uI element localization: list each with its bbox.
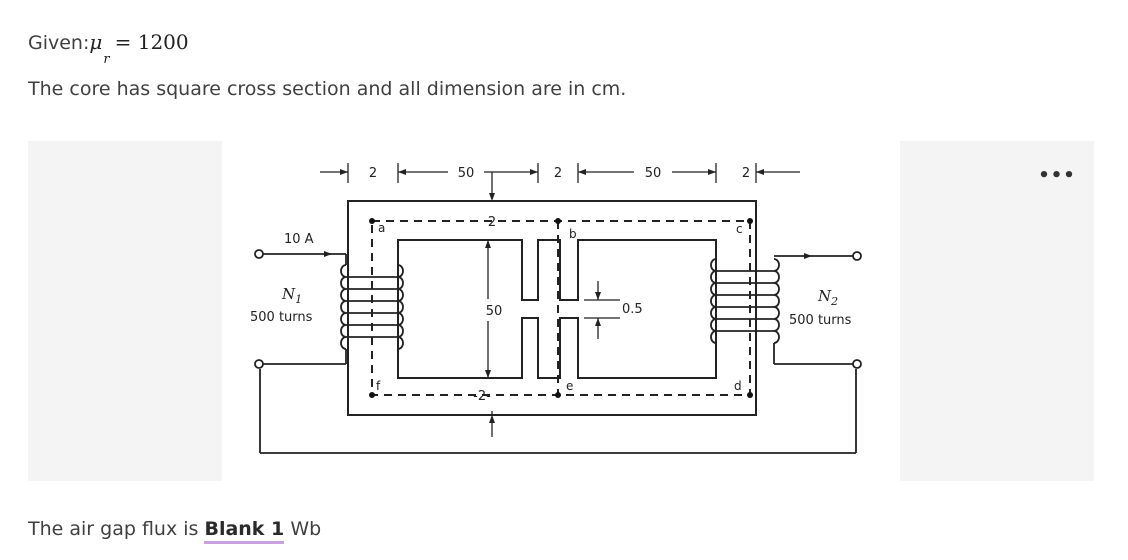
dim-left-window: 50: [457, 166, 475, 181]
node-label-c: c: [736, 222, 743, 236]
node-label-b: b: [569, 227, 577, 241]
core-outline: [348, 201, 756, 415]
question-prefix: The air gap flux is: [28, 518, 205, 540]
coil1-label: $N_1$: [282, 285, 303, 306]
given-equation: [89, 30, 189, 67]
coil1-turns: 500 turns: [250, 310, 313, 325]
terminal-4: [853, 360, 861, 368]
air-gap-label: 0.5: [622, 302, 643, 317]
figure-right-padding: [900, 141, 1094, 481]
question-unit: Wb: [284, 518, 322, 540]
current-arrow: [324, 251, 332, 257]
node-label-f: f: [376, 379, 381, 393]
dim-left-leg: 2: [368, 166, 378, 181]
more-options-button[interactable]: [1040, 164, 1074, 186]
blank-1-dropzone[interactable]: Blank 1: [204, 518, 284, 544]
core-description: The core has square cross section and all dimension are in cm.: [28, 78, 627, 100]
window-height-label: 50: [485, 304, 503, 319]
given-line: [28, 30, 189, 67]
dim-right-window: 50: [644, 166, 662, 181]
bottom-yoke-thickness: -2-: [473, 389, 491, 404]
node-f: [369, 392, 375, 398]
node-d: [747, 392, 753, 398]
current-label: 10 A: [284, 232, 314, 247]
mu-symbol: μ: [89, 30, 103, 54]
coil2-turns: 500 turns: [789, 313, 852, 328]
node-label-d: d: [734, 379, 742, 393]
circuit-diagram: [222, 141, 900, 481]
output-arrow: [804, 253, 812, 259]
node-e: [555, 392, 561, 398]
right-coil: [711, 259, 779, 343]
dim-right-leg: 2: [741, 166, 751, 181]
ellipsis-icon: •••: [1038, 164, 1076, 186]
magnetic-circuit-figure: [222, 141, 900, 481]
gap-dimension: [584, 281, 620, 339]
core-outer-edge: [348, 201, 756, 415]
question-line: [28, 518, 321, 540]
terminal-2: [255, 360, 263, 368]
node-b: [555, 218, 561, 224]
mu-subscript: r: [103, 52, 110, 67]
given-prefix: Given:: [28, 32, 90, 54]
coil2-label: $N_2$: [818, 287, 839, 308]
top-dimension-labels: [369, 166, 750, 181]
node-label-e: e: [566, 379, 574, 393]
figure-left-padding: [28, 141, 222, 481]
node-a: [369, 218, 375, 224]
dim-center-leg: 2: [553, 166, 563, 181]
terminal-1: [255, 250, 263, 258]
terminal-3: [853, 252, 861, 260]
given-value: = 1200: [114, 30, 189, 54]
node-c: [747, 218, 753, 224]
node-label-a: a: [378, 221, 386, 235]
top-yoke-thickness: 2: [487, 215, 497, 230]
left-coil: [341, 265, 403, 349]
